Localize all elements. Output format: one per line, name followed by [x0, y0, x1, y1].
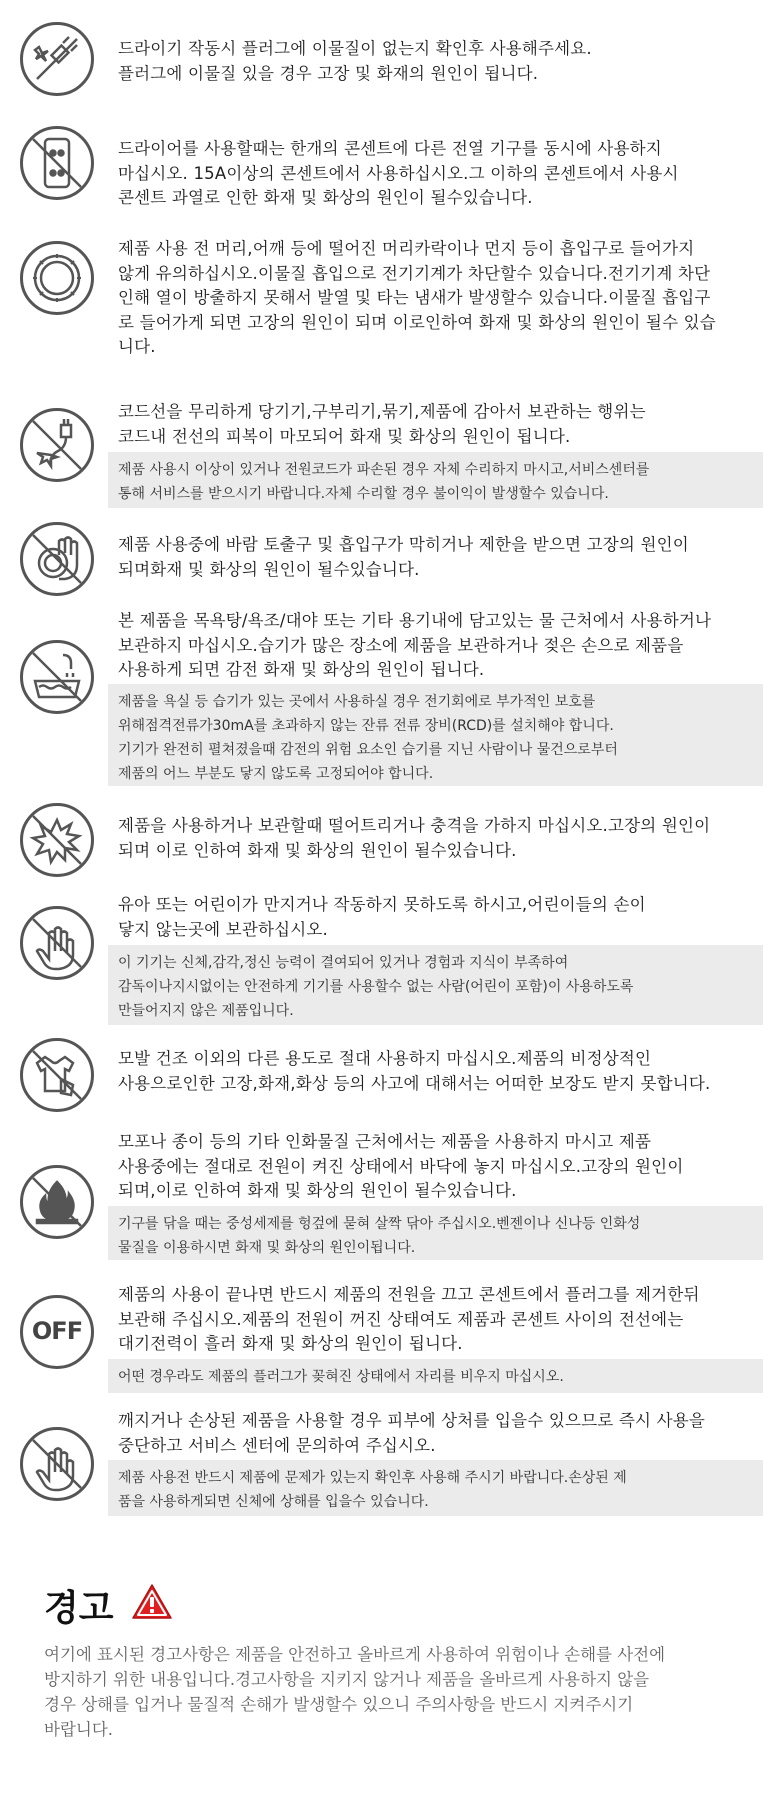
item-text: 제품 사용중에 바람 토출구 및 흡입구가 막히거나 제한을 받으면 고장의 원인이 되며화재 및 화상의 원인이 될수있습니다. — [118, 535, 689, 579]
item-note: 이 기기는 신체,감각,정신 능력이 결여되어 있거나 경험과 지식이 부족하여 감독이나지시없이는 안전하게 기기를 사용할수 없는 사람(어린이 포함)이 사용하도록 만들어지지 않은 제품입니다. — [108, 945, 763, 1025]
item-note: 제품을 욕실 등 습기가 있는 곳에서 사용하실 경우 전기회에로 부가적인 보호를 위해점격전류가30mA를 초과하지 않는 잔류 전류 장비(RCD)를 설치해야 합니다. 기기가 완전히 펼쳐졌을때 감전의 위험 요소인 습기를 지닌 사람이나 물건으로부터 제품의 어느 부분도 닿지 않도록 고정되어야 합니다. — [108, 684, 763, 786]
item-text: 본 제품을 목욕탕/욕조/대야 또는 기타 용기내에 담고있는 물 근처에서 사용하거나 보관하지 마십시오.습기가 많은 장소에 제품을 보관하거나 젖은 손으로 제품을 사용하게 되면 감전 화재 및 화상의 원인이 됩니다. — [118, 611, 712, 679]
no-damaged-use-icon — [20, 1427, 94, 1501]
item-text: 제품을 사용하거나 보관할때 떨어트리거나 충격을 가하지 마십시오.고장의 원인이 되며 이로 인하여 화재 및 화상의 원인이 될수있습니다. — [118, 816, 711, 860]
item-note: 기구를 닦을 때는 중성세제를 헝겊에 묻혀 살짝 닦아 주십시오.벤젠이나 신나등 인화성 물질을 이용하시면 화재 및 화상의 원인이됩니다. — [108, 1206, 763, 1260]
item-text: 깨지거나 손상된 제품을 사용할 경우 피부에 상처를 입을수 있으므로 즉시 사용을 중단하고 서비스 센터에 문의하여 주십시오. — [118, 1411, 706, 1455]
no-multi-outlet-icon — [20, 126, 94, 200]
warning-triangle-icon — [130, 1582, 174, 1622]
off-icon-label: OFF — [31, 1317, 83, 1345]
no-water-icon — [20, 640, 94, 714]
no-clothes-dry-icon — [20, 1038, 94, 1112]
item-note: 어떤 경우라도 제품의 플러그가 꽂혀진 상태에서 자리를 비우지 마십시오. — [108, 1359, 763, 1393]
no-cord-pull-icon — [20, 408, 94, 482]
plug-dust-icon — [20, 22, 94, 96]
flammable-icon — [20, 1165, 94, 1239]
off-icon — [20, 1295, 94, 1369]
item-text: 모발 건조 이외의 다른 용도로 절대 사용하지 마십시오.제품의 비정상적인 사용으로인한 고장,화재,화상 등의 사고에 대해서는 어떠한 보장도 받지 못합니다. — [118, 1049, 711, 1093]
no-impact-icon — [20, 803, 94, 877]
item-text: 제품의 사용이 끝나면 반드시 제품의 전원을 끄고 콘센트에서 플러그를 제거한뒤 보관해 주십시오.제품의 전원이 꺼진 상태여도 제품과 콘센트 사이의 전선에는 대기전력이 흘러 화재 및 화상의 원인이 됩니다. — [118, 1285, 700, 1353]
item-text: 모포나 종이 등의 기타 인화물질 근처에서는 제품을 사용하지 마시고 제품 사용중에는 절대로 전원이 켜진 상태에서 바닥에 놓지 마십시오.고장의 원인이 되며,이로 인하여 화재 및 화상의 원인이 될수있습니다. — [118, 1132, 684, 1200]
no-block-vent-icon — [20, 522, 94, 596]
warning-title: 경고 — [44, 1588, 114, 1629]
warning-text: 여기에 표시된 경고사항은 제품을 안전하고 올바르게 사용하여 위험이나 손해를 사전에 방지하기 위한 내용입니다.경고사항을 지키지 않거나 제품을 올바르게 사용하지 않을 경우 상해를 입거나 물질적 손해가 발생할수 있으니 주의사항을 반드시 지켜주시기 바랍니다. — [44, 1645, 666, 1739]
item-text: 코드선을 무리하게 당기기,구부리기,묶기,제품에 감아서 보관하는 행위는 코드내 전선의 피복이 마모되어 화재 및 화상의 원인이 됩니다. — [118, 402, 646, 446]
item-text: 드라이기 작동시 플러그에 이물질이 없는지 확인후 사용해주세요. 플러그에 이물질 있을 경우 고장 및 화재의 원인이 됩니다. — [118, 39, 592, 83]
item-text: 유아 또는 어린이가 만지거나 작동하지 못하도록 하시고,어린이들의 손이 닿지 않는곳에 보관하십시오. — [118, 895, 646, 939]
item-text: 드라이어를 사용할때는 한개의 콘센트에 다른 전열 기구를 동시에 사용하지 마십시오. 15A이상의 콘센트에서 사용하십시오.그 이하의 콘센트에서 사용시 콘센트 과열로 인한 화재 및 화상의 원인이 될수있습니다. — [118, 139, 679, 207]
item-text: 제품 사용 전 머리,어깨 등에 떨어진 머리카락이나 먼지 등이 흡입구로 들어가지 않게 유의하십시오.이물질 흡입으로 전기기계가 차단할수 있습니다.전기기계 차단 인해 열이 방출하지 못해서 발열 및 타는 냄새가 발생할수 있습니다.이물질 흡입구 로 들어가게 되면 고장의 원인이 되며 이로인하여 화재 및 화상의 원인이 될수 있습 니다. — [118, 239, 716, 356]
child-hand-icon — [20, 906, 94, 980]
item-note: 제품 사용전 반드시 제품에 문제가 있는지 확인후 사용해 주시기 바랍니다.손상된 제 품을 사용하게되면 신체에 상해를 입을수 있습니다. — [108, 1460, 763, 1516]
item-note: 제품 사용시 이상이 있거나 전원코드가 파손된 경우 자체 수리하지 마시고,서비스센터를 통해 서비스를 받으시기 바랍니다.자체 수리할 경우 불이익이 발생할수 있습니다. — [108, 452, 763, 508]
intake-filter-icon — [20, 241, 94, 315]
